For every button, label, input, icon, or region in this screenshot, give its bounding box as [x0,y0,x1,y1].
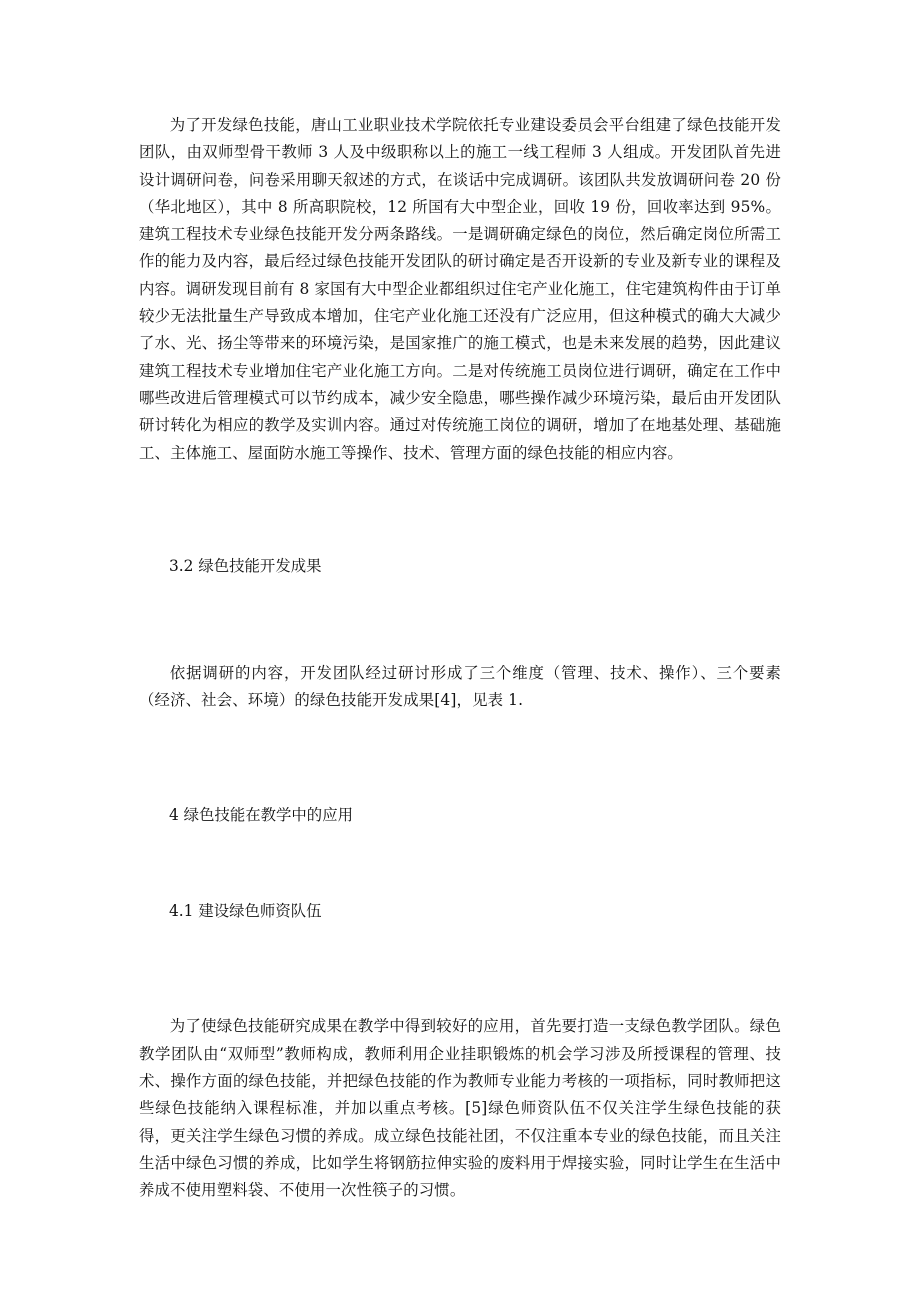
body-paragraph-green-skill-development: 为了开发绿色技能，唐山工业职业技术学院依托专业建设委员会平台组建了绿色技能开发团队，由双师型骨干教师 3 人及中级职称以上的施工一线工程师 3 人组成。开发团队首先进设计调研问卷，问卷采用聊天叙述的方式，在谈话中完成调研。该团队共发放调研问卷 20 份（华北地区），其中 8 所高职院校，12 所国有大中型企业，回收 19 份，回收率达到 95%。建筑工程技术专业绿色技能开发分两条路线。一是调研确定绿色的岗位，然后确定岗位所需工作的能力及内容，最后经过绿色技能开发团队的研讨确定是否开设新的专业及新专业的课程及内容。调研发现目前有 8 家国有大中型企业都组织过住宅产业化施工，住宅建筑构件由于订单较少无法批量生产导致成本增加，住宅产业化施工还没有广泛应用，但这种模式的确大大减少了水、光、扬尘等带来的环境污染，是国家推广的施工模式，也是未来发展的趋势，因此建议建筑工程技术专业增加住宅产业化施工方向。二是对传统施工员岗位进行调研，确定在工作中哪些改进后管理模式可以节约成本，减少安全隐患，哪些操作减少环境污染，最后由开发团队研讨转化为相应的教学及实训内容。通过对传统施工岗位的调研，增加了在地基处理、基础施工、主体施工、屋面防水施工等操作、技术、管理方面的绿色技能的相应内容。 [139,116,781,462]
section-heading-4-1: 4.1 建设绿色师资队伍 [169,902,322,921]
body-paragraph-development-results: 依据调研的内容，开发团队经过研讨形成了三个维度（管理、技术、操作）、三个要素（经济、社会、环境）的绿色技能开发成果[4]，见表 1. [139,663,781,710]
section-heading-3-2: 3.2 绿色技能开发成果 [169,556,322,575]
section-heading-4: 4 绿色技能在教学中的应用 [169,806,353,825]
document-body [139,112,781,1205]
body-paragraph-green-teaching-team: 为了使绿色技能研究成果在教学中得到较好的应用，首先要打造一支绿色教学团队。绿色教学团队由“双师型”教师构成，教师利用企业挂职锻炼的机会学习涉及所授课程的管理、技术、操作方面的绿色技能，并把绿色技能的作为教师专业能力考核的一项指标，同时教师把这些绿色技能纳入课程标准，并加以重点考核。[5]绿色师资队伍不仅关注学生绿色技能的获得，更关注学生绿色习惯的养成。成立绿色技能社团，不仅注重本专业的绿色技能，而且关注生活中绿色习惯的养成，比如学生将钢筋拉伸实验的废料用于焊接实验，同时让学生在生活中养成不使用塑料袋、不使用一次性筷子的习惯。 [139,1017,781,1200]
